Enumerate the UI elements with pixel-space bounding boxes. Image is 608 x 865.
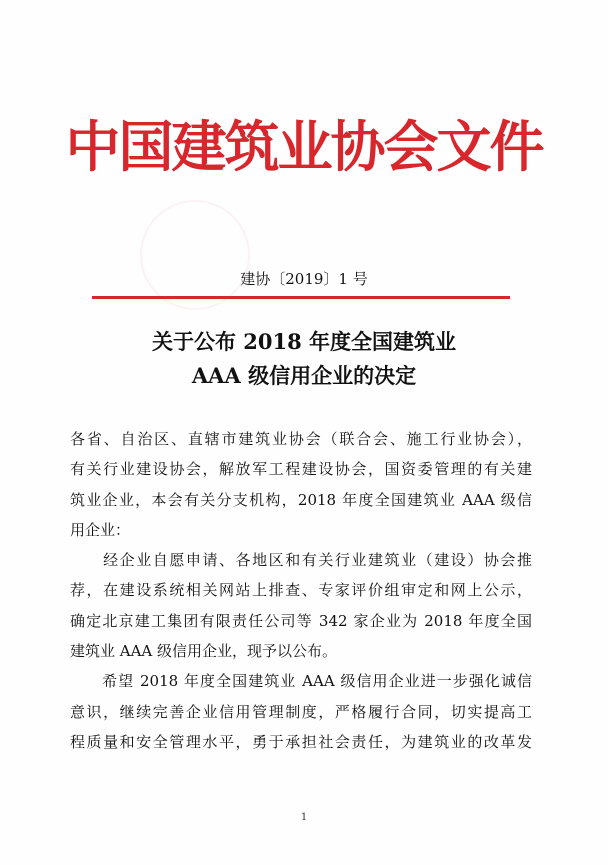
page-number: 1 [300,812,308,823]
addressee-line-1: 各省、自治区、直辖市建筑业协会（联合会、施工行业协会）， [70,430,532,448]
document-header-title: 中国建筑业协会文件 [65,115,543,179]
paragraph1-line-1: 经企业自愿申请、各地区和有关行业建筑业（建设）协会推 [70,551,532,570]
paragraph1-line-2: 荐，在建设系统相关网站上排查、专家评价组审定和网上公示， [70,581,532,600]
red-divider-line [92,296,510,299]
main-title-line-1: 关于公布 2018 年度全国建筑业 [151,329,457,354]
paragraph2-line-2: 意识，继续完善企业信用管理制度，严格履行合同，切实提高工 [70,702,532,721]
paragraph2-line-3: 程质量和安全管理水平，勇于承担社会责任，为建筑业的改革发 [70,732,532,751]
paragraph1-line-3: 确定北京建工集团有限责任公司等 342 家企业为 2018 年度全国 [70,611,532,630]
document-body [70,424,532,757]
document-number: 建协〔2019〕1 号 [240,270,368,288]
document-main-title [0,325,608,393]
main-title-line-2: AAA 级信用企业的决定 [191,363,417,388]
addressee-line-2: 有关行业建设协会，解放军工程建设协会，国资委管理的有关建 [70,460,532,479]
paragraph1-line-4: 建筑业 AAA 级信用企业，现予以公布。 [70,642,338,661]
faint-seal-watermark [140,200,250,310]
addressee-line-3: 筑业企业，本会有关分支机构，2018 年度全国建筑业 AAA 级信 [70,490,532,509]
addressee-line-4: 用企业： [70,520,131,539]
paragraph2-line-1: 希望 2018 年度全国建筑业 AAA 级信用企业进一步强化诚信 [70,672,532,691]
